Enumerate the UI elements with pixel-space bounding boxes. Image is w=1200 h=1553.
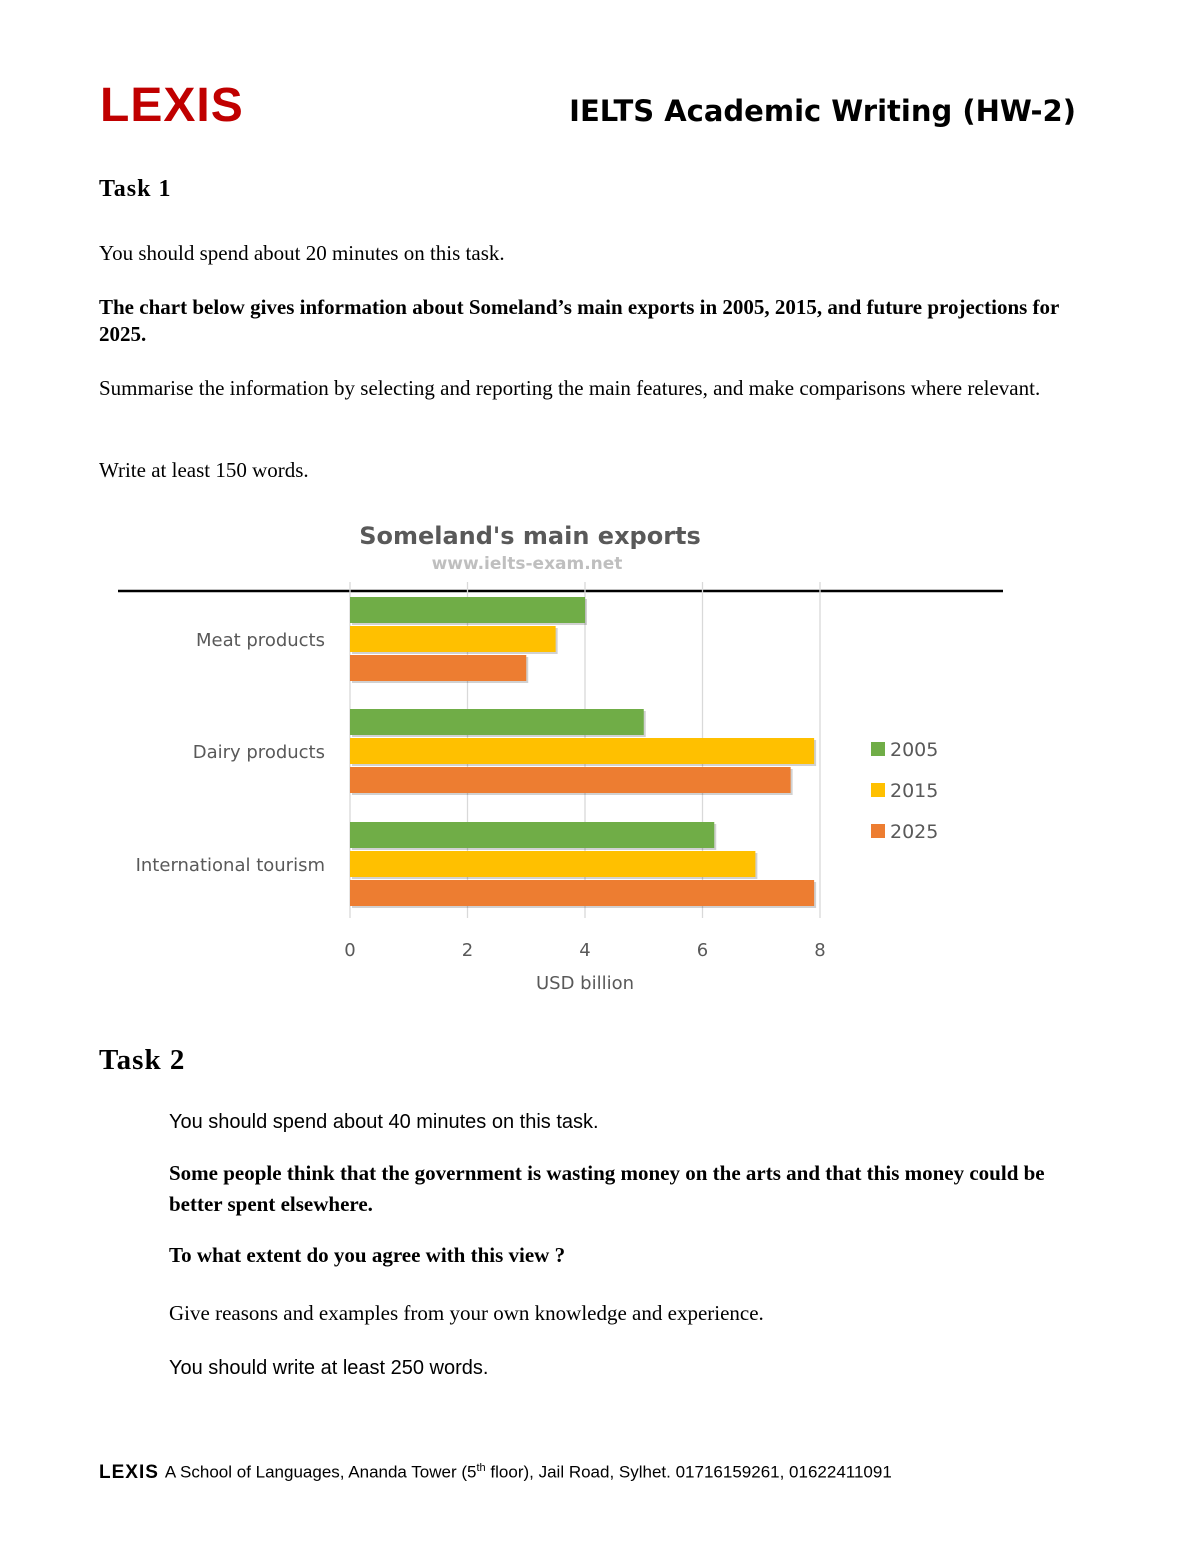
footer-address-start: A School of Languages, Ananda Tower (5 xyxy=(164,1462,477,1482)
task2-word-count: You should write at least 250 words. xyxy=(169,1357,489,1379)
footer xyxy=(99,1456,892,1485)
legend-label-2005: 2005 xyxy=(890,739,939,761)
category-label: Dairy products xyxy=(192,742,325,763)
footer-brand: LEXIS xyxy=(99,1461,159,1483)
bar-international-tourism-2005 xyxy=(350,822,714,848)
task2-heading: Task 2 xyxy=(99,1044,186,1076)
document-title: IELTS Academic Writing (HW-2) xyxy=(569,94,1076,128)
x-tick-label: 0 xyxy=(344,940,356,961)
bar-international-tourism-2025 xyxy=(350,880,814,906)
task1-time: You should spend about 20 minutes on this task. xyxy=(99,241,505,265)
exports-bar-chart xyxy=(0,500,1200,1010)
bar-meat-products-2005 xyxy=(350,597,585,623)
chart-subtitle: www.ielts-exam.net xyxy=(431,554,623,574)
x-tick-label: 6 xyxy=(696,940,709,961)
footer-address-sup: th xyxy=(476,1462,486,1474)
legend-swatch-2015 xyxy=(871,783,885,797)
task1-word-count: Write at least 150 words. xyxy=(99,458,309,482)
task1-prompt: The chart below gives information about Someland’s main exports in 2005, 2015, and future projections for 2025. xyxy=(99,295,1059,346)
logo: LEXIS xyxy=(100,79,244,132)
x-tick-label: 4 xyxy=(579,940,591,961)
legend-label-2025: 2025 xyxy=(890,821,939,843)
task2-instruction: Give reasons and examples from your own knowledge and experience. xyxy=(169,1301,764,1325)
task2-prompt: Some people think that the government is wasting money on the arts and that this money could be better spent elsewhere. xyxy=(169,1161,1045,1216)
footer-address-end: floor), Jail Road, Sylhet. 01716159261, 01622411091 xyxy=(485,1462,892,1482)
bar-meat-products-2015 xyxy=(350,626,556,652)
x-axis-label: USD billion xyxy=(535,973,635,994)
bar-international-tourism-2015 xyxy=(350,851,755,877)
bar-dairy-products-2015 xyxy=(350,738,814,764)
task2-time: You should spend about 40 minutes on this task. xyxy=(169,1111,599,1133)
bar-meat-products-2025 xyxy=(350,655,526,681)
legend-swatch-2025 xyxy=(871,824,885,838)
bar-dairy-products-2005 xyxy=(350,709,644,735)
x-tick-label: 2 xyxy=(461,940,474,961)
category-label: Meat products xyxy=(195,630,325,651)
category-label: International tourism xyxy=(135,855,325,876)
task2-question: To what extent do you agree with this view ? xyxy=(169,1243,566,1267)
task1-instruction: Summarise the information by selecting and reporting the main features, and make comparisons where relevant. xyxy=(99,376,1041,400)
legend-swatch-2005 xyxy=(871,742,885,756)
x-tick-label: 8 xyxy=(814,940,826,961)
chart-title: Someland's main exports xyxy=(359,522,701,550)
legend-label-2015: 2015 xyxy=(890,780,939,802)
task1-heading: Task 1 xyxy=(99,176,172,202)
bar-dairy-products-2025 xyxy=(350,767,791,793)
